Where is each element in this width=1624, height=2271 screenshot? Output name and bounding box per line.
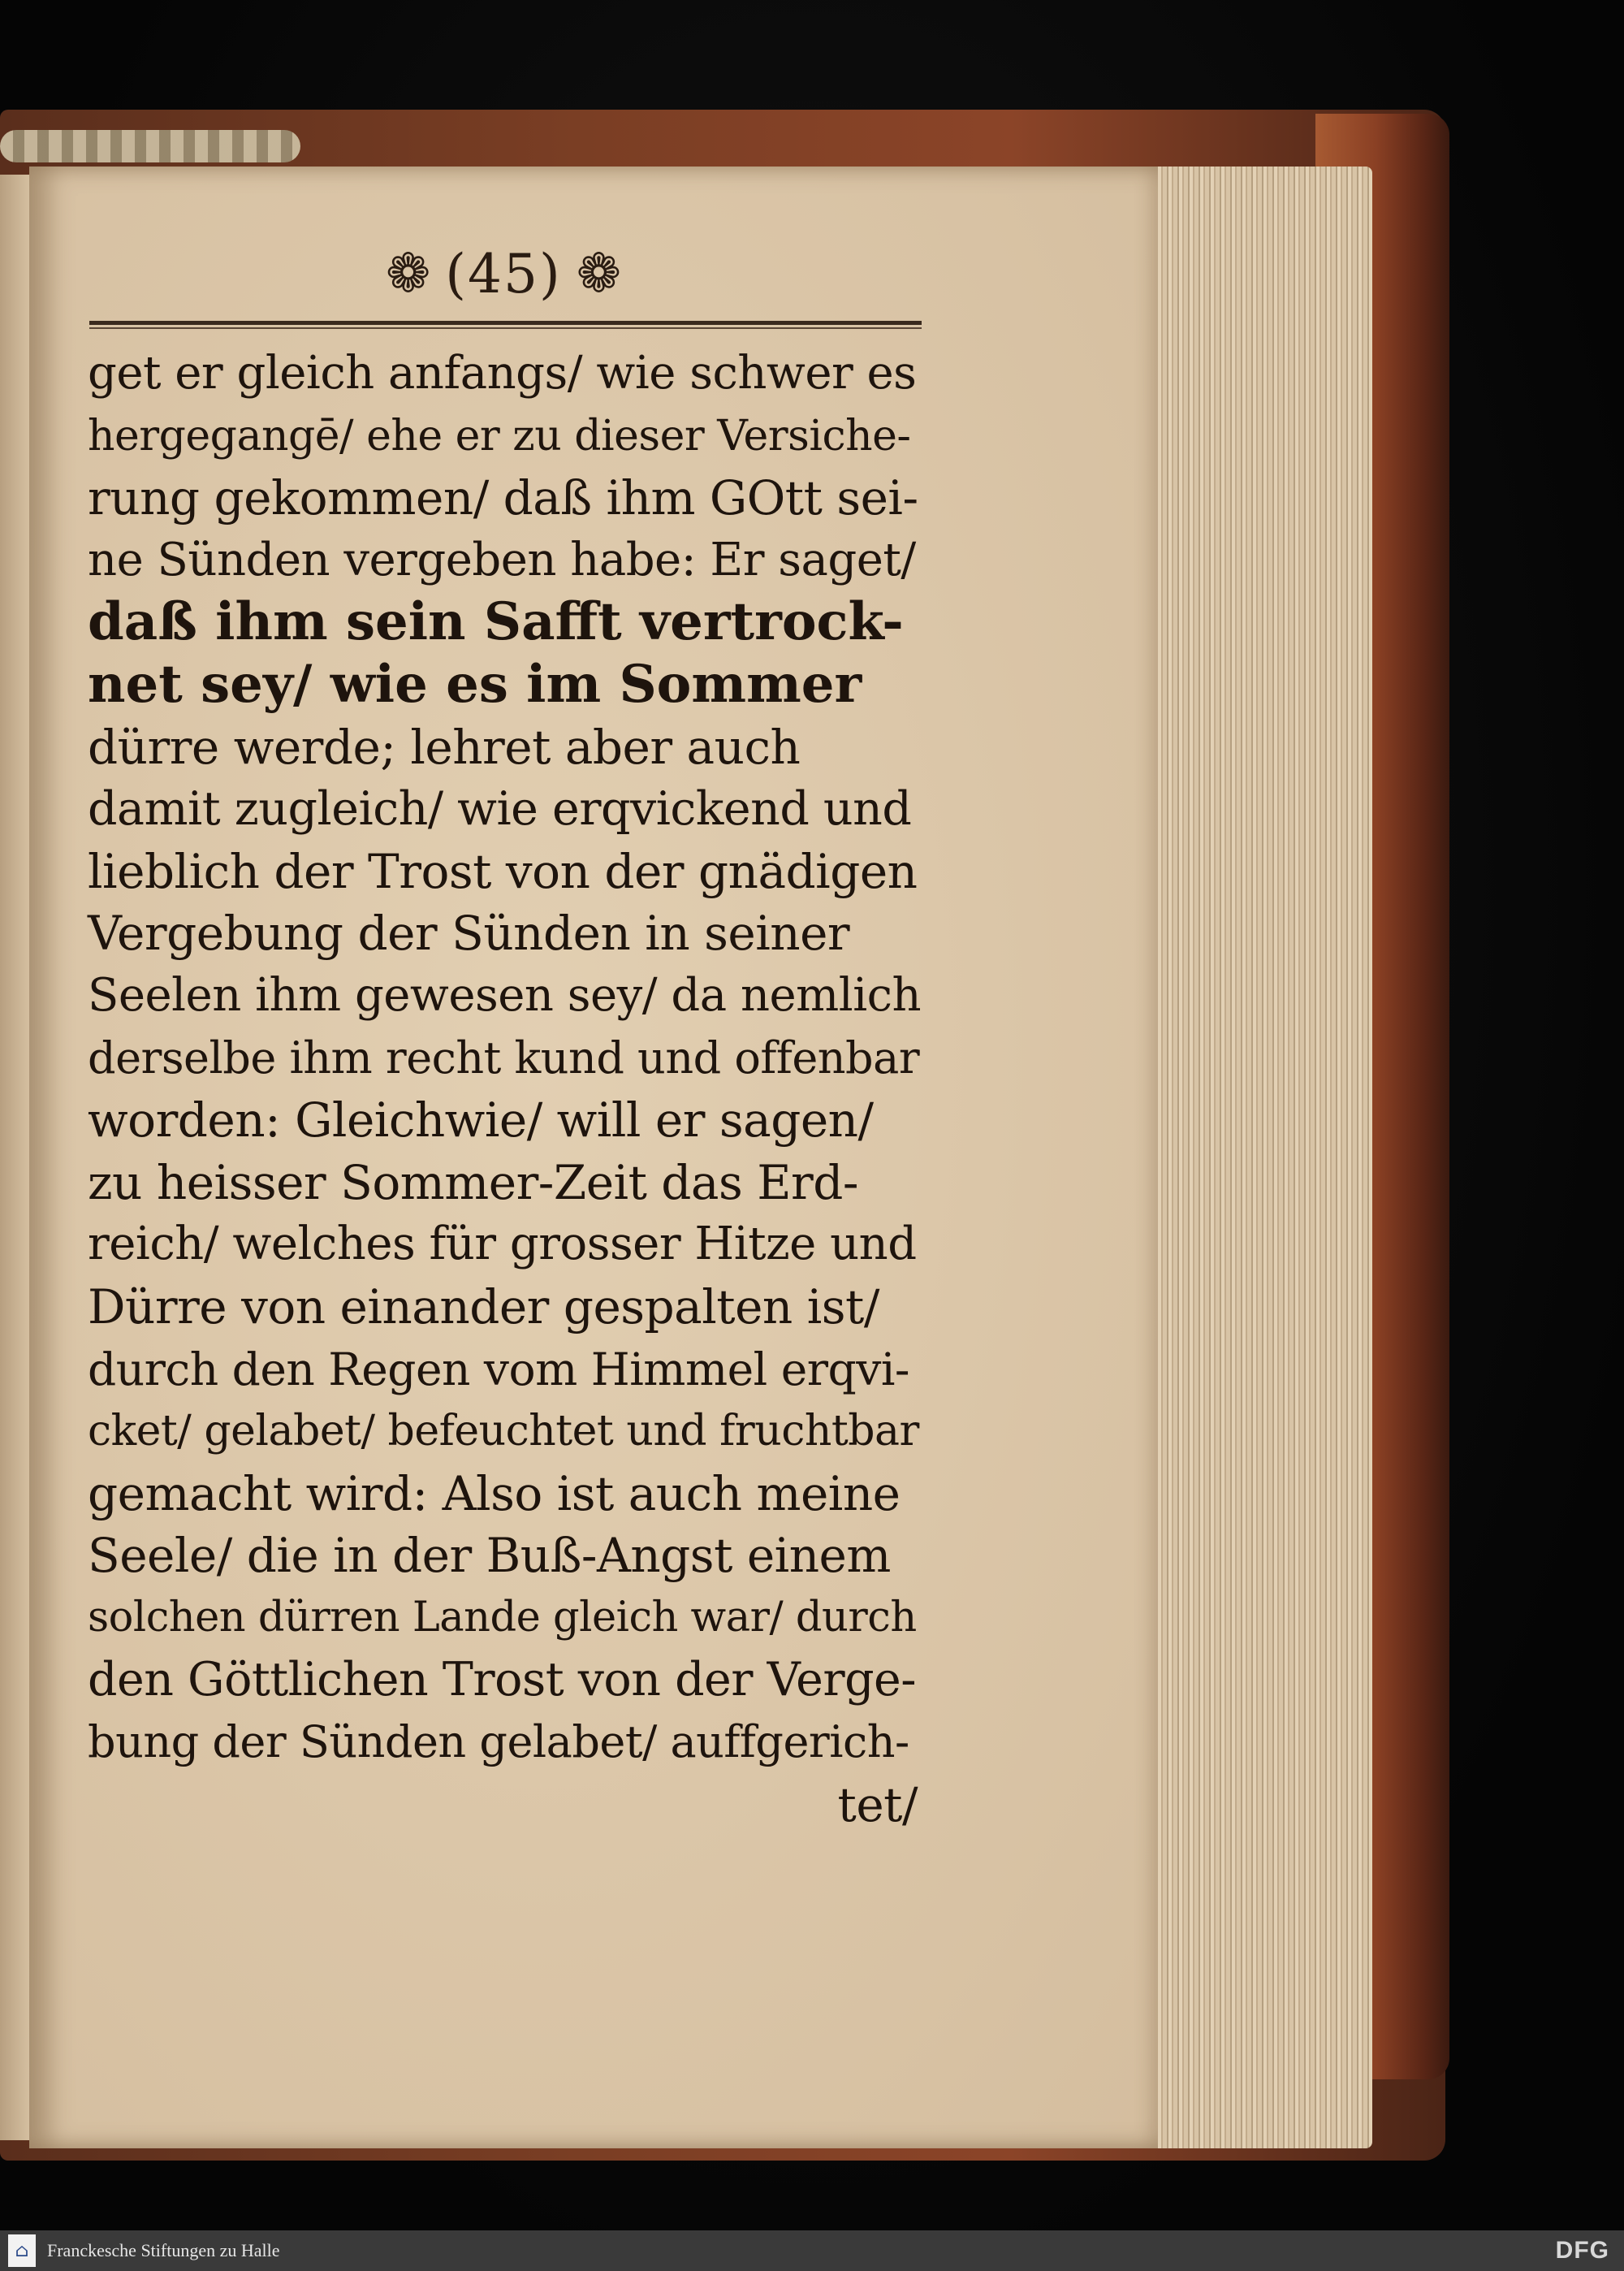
running-head — [357, 237, 650, 310]
book-headband — [0, 130, 300, 162]
text-line: gemacht wird: Also ist auch meine — [88, 1465, 901, 1521]
text-line: hergegangē/ ehe er zu dieser Versiche- — [88, 411, 911, 461]
ornament-left-icon: ❁ — [385, 242, 431, 305]
institution-name[interactable]: Franckesche Stiftungen zu Halle — [47, 2240, 280, 2260]
ornament-right-icon: ❁ — [576, 242, 622, 305]
institution-logo-icon[interactable]: ⌂ — [8, 2234, 36, 2267]
text-line: derselbe ihm recht kund und offenbar — [88, 1032, 920, 1084]
dfg-logo[interactable]: DFG — [1555, 2237, 1609, 2264]
text-line: daß ihm sein Safft vertrock- — [88, 591, 904, 653]
text-line: ne Sünden vergeben habe: Er saget/ — [88, 533, 916, 586]
gutter — [0, 175, 32, 2140]
page-number: (45) — [445, 242, 562, 305]
text-line: den Göttlichen Trost von der Verge- — [88, 1653, 917, 1707]
text-line: solchen dürren Lande gleich war/ durch — [88, 1593, 917, 1642]
text-line: Dürre von einander gespalten ist/ — [88, 1278, 879, 1334]
text-line: cket/ gelabet/ befeuchtet und fruchtbar — [88, 1407, 919, 1456]
page-block-edges — [1121, 167, 1372, 2148]
viewer-footer — [0, 2230, 1624, 2271]
text-line: Seele/ die in der Buß-Angst einem — [88, 1528, 891, 1584]
text-line: lieblich der Trost von der gnädigen — [88, 843, 918, 899]
header-rule — [89, 321, 922, 325]
text-line: dürre werde; lehret aber auch — [88, 719, 801, 775]
body-text — [88, 343, 924, 1836]
text-line: damit zugleich/ wie erqvickend und — [88, 782, 912, 837]
text-line: Vergebung der Sünden in seiner — [88, 906, 850, 962]
text-line: bung der Sünden gelabet/ auffgerich- — [88, 1716, 909, 1768]
text-line: reich/ welches für grosser Hitze und — [88, 1218, 917, 1271]
text-line: rung gekommen/ daß ihm GOtt sei- — [88, 470, 918, 526]
text-line: net sey/ wie es im Sommer — [88, 653, 862, 715]
header-rule-thin — [89, 327, 922, 329]
text-line: durch den Regen vom Himmel erqvi- — [88, 1343, 910, 1395]
text-line: Seelen ihm gewesen sey/ da nemlich — [88, 968, 922, 1022]
text-line: zu heisser Sommer-Zeit das Erd- — [88, 1154, 859, 1210]
text-line: worden: Gleichwie/ will er sagen/ — [88, 1092, 874, 1148]
text-line: get er gleich anfangs/ wie schwer es — [88, 347, 917, 400]
footer-left — [0, 2234, 280, 2267]
catchword: tet/ — [837, 1776, 918, 1832]
